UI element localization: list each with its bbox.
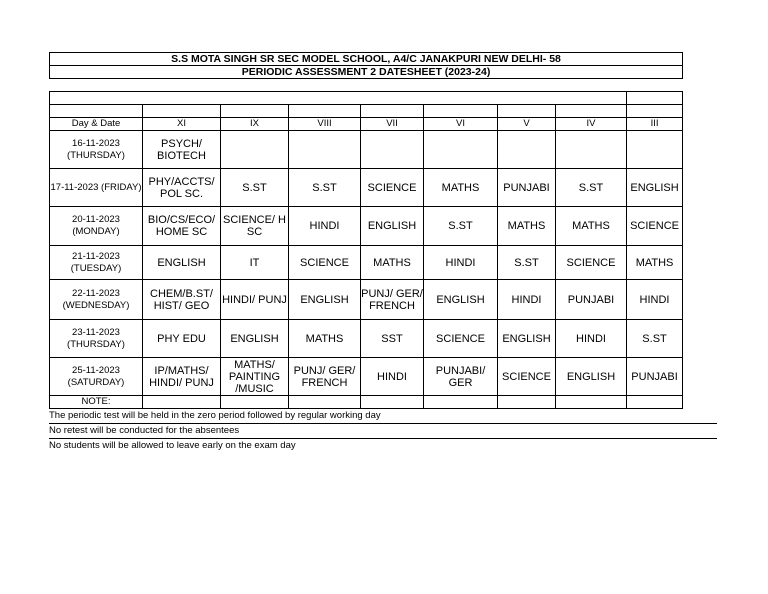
note-item: No retest will be conducted for the absentees: [49, 424, 717, 439]
note-row: [50, 396, 683, 409]
exam-day: (WEDNESDAY): [62, 299, 130, 311]
subject-cell: ENGLISH: [143, 246, 221, 280]
subject-cell: MATHS: [556, 207, 627, 246]
subject-cell: IP/MATHS/ HINDI/ PUNJ: [143, 358, 221, 396]
column-header-class: XI: [143, 118, 221, 131]
table-row: [50, 169, 683, 207]
subject-cell: [361, 131, 424, 169]
subject-cell: PUNJABI: [556, 280, 627, 320]
day-date-cell: [50, 207, 143, 246]
subject-cell: MATHS/ PAINTING /MUSIC: [221, 358, 289, 396]
exam-day: (FRIDAY): [101, 181, 142, 193]
day-date-cell: [50, 280, 143, 320]
subject-cell: PUNJ/ GER/ FRENCH: [289, 358, 361, 396]
subject-cell: ENGLISH: [556, 358, 627, 396]
day-date-cell: [50, 131, 143, 169]
table-row: [50, 320, 683, 358]
subject-cell: PUNJABI: [627, 358, 683, 396]
column-header-day-date: Day & Date: [50, 118, 143, 131]
exam-date: 25-11-2023: [72, 364, 120, 376]
blank-row: [50, 105, 683, 118]
subject-cell: ENGLISH: [627, 169, 683, 207]
exam-day: (MONDAY): [72, 226, 120, 237]
subject-cell: HINDI: [361, 358, 424, 396]
column-header-class: VI: [424, 118, 498, 131]
spacer-row: [50, 79, 683, 92]
exam-date: 20-11-2023: [72, 214, 120, 225]
subject-cell: PUNJABI/ GER: [424, 358, 498, 396]
subject-cell: SCIENCE: [498, 358, 556, 396]
subject-cell: MATHS: [627, 246, 683, 280]
column-header-class: IX: [221, 118, 289, 131]
exam-date: 17-11-2023: [50, 181, 99, 193]
subject-cell: [498, 131, 556, 169]
subject-cell: BIO/CS/ECO/ HOME SC: [143, 207, 221, 246]
column-header-class: VIII: [289, 118, 361, 131]
notes: [49, 409, 717, 453]
subject-cell: IT: [221, 246, 289, 280]
subject-cell: ENGLISH: [289, 280, 361, 320]
subject-cell: MATHS: [424, 169, 498, 207]
subject-cell: SCIENCE: [556, 246, 627, 280]
subject-cell: HINDI: [627, 280, 683, 320]
subject-cell: PUNJ/ GER/ FRENCH: [361, 280, 424, 320]
subject-cell: SCIENCE: [361, 169, 424, 207]
subject-cell: [424, 131, 498, 169]
subject-cell: [221, 131, 289, 169]
note-label: NOTE:: [50, 396, 143, 409]
subject-cell: ENGLISH: [424, 280, 498, 320]
note-item: The periodic test will be held in the zero period followed by regular working day: [49, 409, 717, 424]
exam-date: 22-11-2023: [72, 287, 120, 299]
subject-cell: MATHS: [498, 207, 556, 246]
school-name: S.S MOTA SINGH SR SEC MODEL SCHOOL, A4/C JANAKPURI NEW DELHI- 58: [50, 53, 683, 66]
day-date-cell: [50, 246, 143, 280]
subject-cell: MATHS: [361, 246, 424, 280]
exam-day: (THURSDAY): [67, 149, 125, 161]
subject-cell: SCIENCE/ H SC: [221, 207, 289, 246]
blank-row: [50, 92, 683, 105]
subject-cell: S.ST: [627, 320, 683, 358]
day-date-cell: [50, 169, 143, 207]
subject-cell: SCIENCE: [424, 320, 498, 358]
datesheet: [49, 52, 682, 409]
note-item: No students will be allowed to leave early on the exam day: [49, 440, 296, 451]
subject-cell: HINDI: [498, 280, 556, 320]
column-header-class: V: [498, 118, 556, 131]
subject-cell: S.ST: [221, 169, 289, 207]
exam-date: 23-11-2023: [72, 326, 120, 338]
subject-cell: S.ST: [424, 207, 498, 246]
subject-cell: SCIENCE: [627, 207, 683, 246]
subject-cell: CHEM/B.ST/ HIST/ GEO: [143, 280, 221, 320]
subject-cell: [627, 131, 683, 169]
datesheet-table: [49, 52, 683, 409]
exam-date: 16-11-2023: [72, 137, 120, 149]
subject-cell: PUNJABI: [498, 169, 556, 207]
table-row: [50, 207, 683, 246]
column-header-class: III: [627, 118, 683, 131]
subject-cell: PSYCH/ BIOTECH: [143, 131, 221, 169]
subject-cell: HINDI: [424, 246, 498, 280]
table-row: [50, 280, 683, 320]
exam-day: (THURSDAY): [67, 338, 125, 350]
column-header-class: IV: [556, 118, 627, 131]
subject-cell: SCIENCE: [289, 246, 361, 280]
day-date-cell: [50, 358, 143, 396]
day-date-cell: [50, 320, 143, 358]
subject-cell: S.ST: [556, 169, 627, 207]
exam-day: (TUESDAY): [70, 262, 122, 274]
header-row: [50, 118, 683, 131]
table-row: [50, 358, 683, 396]
subject-cell: S.ST: [289, 169, 361, 207]
column-header-class: VII: [361, 118, 424, 131]
subject-cell: S.ST: [498, 246, 556, 280]
subject-cell: [556, 131, 627, 169]
subject-cell: PHY/ACCTS/ POL SC.: [143, 169, 221, 207]
subject-cell: SST: [361, 320, 424, 358]
subject-cell: ENGLISH: [221, 320, 289, 358]
subject-cell: [289, 131, 361, 169]
table-row: [50, 246, 683, 280]
exam-day: (SATURDAY): [67, 376, 125, 388]
subject-cell: HINDI: [289, 207, 361, 246]
subject-cell: ENGLISH: [498, 320, 556, 358]
subject-cell: ENGLISH: [361, 207, 424, 246]
sheet-title: PERIODIC ASSESSMENT 2 DATESHEET (2023-24): [50, 66, 683, 79]
exam-date: 21-11-2023: [72, 250, 120, 262]
table-row: [50, 131, 683, 169]
subject-cell: MATHS: [289, 320, 361, 358]
subject-cell: HINDI/ PUNJ: [221, 280, 289, 320]
subject-cell: PHY EDU: [143, 320, 221, 358]
subject-cell: HINDI: [556, 320, 627, 358]
